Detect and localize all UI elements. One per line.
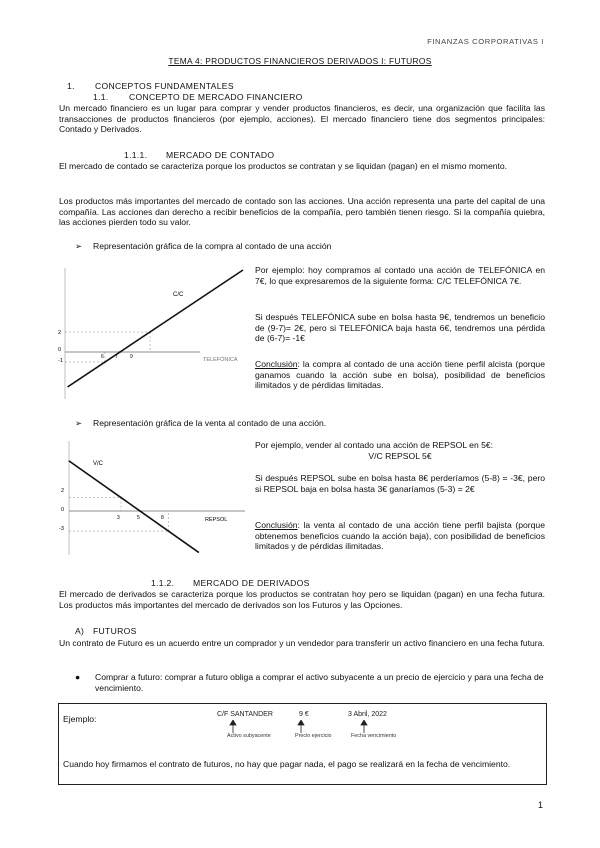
section-heading-futuros — [75, 626, 137, 637]
series-label: C/C — [173, 292, 184, 298]
y-tick-label: -1 — [58, 358, 63, 364]
example-box — [58, 703, 547, 785]
example-date: 3 Abril, 2022 — [348, 711, 387, 718]
paragraph-futuro: Un contrato de Futuro es un acuerdo entre un comprador y un vendedor para transferir un activo financiero en una fecha futura. — [59, 638, 545, 648]
conclusion-text: : la compra al contado de una acción tiene perfil alcista (porque ganamos cuando la acción sube en bolsa), posibilidad de beneficios ilimitados y de pérdidas limitadas. — [255, 359, 545, 391]
example-explanation: Cuando hoy firmamos el contrato de futuros, no hay que pagar nada, el pago se realizará en la fecha de vencimiento. — [63, 759, 511, 769]
series-label: V/C — [93, 461, 104, 467]
bullet-text: Representación gráfica de la compra al contado de una acción — [93, 241, 332, 251]
compra-result-paragraph: Si después TELEFÓNICA sube en bolsa hasta 9€, tendremos un beneficio de (9-7)= 2€, pero si TELEFÓNICA baja hasta 6€, tendremos una pérdida de (6-7)= -1€ — [255, 312, 545, 344]
paragraph-acciones: Los productos más importantes del mercado de contado son las acciones. Una acción representa una parte del capital de una compañía. Las acciones dan derecho a recibir beneficios de la compañía, pero también tienen riesgo. Si la compañía quiebra, las acciones pierden todo su valor. — [59, 196, 545, 228]
compra-example-paragraph: Por ejemplo: hoy compramos al contado una acción de TELEFÓNICA en 7€, lo que expresaremos de la siguiente forma: C/C TELEFÓNICA 7€. — [255, 265, 545, 286]
conclusion-label: Conclusión — [255, 520, 298, 530]
section-label: FUTUROS — [93, 626, 137, 636]
x-tick-label: 8 — [161, 515, 164, 521]
example-label: Ejemplo: — [63, 714, 97, 724]
page-title: TEMA 4: PRODUCTOS FINANCIEROS DERIVADOS I: FUTUROS — [168, 56, 432, 66]
section-number: 1.1.1. — [124, 150, 148, 160]
section-number: 1. — [67, 81, 75, 91]
x-tick-label: 5 — [137, 515, 140, 521]
y-tick-label: -3 — [59, 526, 64, 532]
paragraph-mercado-financiero: Un mercado financiero es un lugar para comprar y vender productos financieros, es decir, una organización que facilita las transacciones de productos financieros (por ejemplo, acciones). El mercado financiero tiene dos segmentos principales: Contado y Derivados. — [59, 103, 545, 135]
section-label: MERCADO DE DERIVADOS — [193, 578, 310, 588]
paragraph-derivados: El mercado de derivados se caracteriza porque los productos se contratan hoy pero se liquidan (pagan) en una fecha futura. Los productos más importantes del mercado de derivados son los Futuros y las Opciones. — [59, 589, 545, 610]
bullet-comprar-futuro — [75, 672, 545, 693]
x-tick-label: 9 — [130, 354, 133, 360]
bullet-text: Comprar a futuro: comprar a futuro obliga a comprar el activo subyacente a un precio de ejercicio y para una fecha de vencimiento. — [95, 672, 544, 693]
tag-activo-subyacente: Activo subyacente — [227, 733, 271, 739]
venta-example-line: Por ejemplo, vender al contado una acción de REPSOL en 5€: — [255, 440, 494, 450]
section-label: MERCADO DE CONTADO — [166, 150, 275, 160]
section-heading-1 — [67, 81, 234, 92]
y-tick-label: 2 — [58, 330, 62, 336]
x-tick-label: 7 — [115, 354, 118, 360]
section-label: CONCEPTO DE MERCADO FINANCIERO — [129, 92, 303, 102]
section-label: CONCEPTOS FUNDAMENTALES — [95, 81, 234, 91]
section-number: 1.1.2. — [151, 578, 175, 588]
conclusion-label: Conclusión — [255, 359, 298, 369]
arrow-bullet-icon: ➢ — [75, 241, 83, 251]
paragraph-contado: El mercado de contado se caracteriza porque los productos se contratan y se liquidan (pagan) en el mismo momento. — [59, 161, 508, 171]
x-tick-label: 6 — [101, 354, 104, 360]
tag-precio-ejercicio: Precio ejercicio — [295, 733, 332, 739]
x-axis-label: REPSOL — [205, 517, 228, 523]
tag-fecha-vencimiento: Fecha vencimiento — [351, 733, 397, 739]
y-tick-label: 2 — [61, 488, 65, 494]
example-contract: C/F SANTANDER — [217, 711, 273, 718]
compra-conclusion — [255, 359, 545, 391]
venta-example-contract: V/C REPSOL 5€ — [368, 450, 432, 461]
y-tick-label: 0 — [58, 347, 62, 353]
page-number: 1 — [537, 800, 543, 810]
payoff-line — [69, 461, 199, 553]
section-heading-1-1-2 — [151, 578, 310, 589]
section-number: 1.1. — [93, 92, 109, 102]
section-heading-1-1 — [93, 92, 303, 103]
venta-conclusion — [255, 520, 545, 552]
running-header: FINANZAS CORPORATIVAS I — [427, 37, 544, 46]
arrow-bullet-icon: ➢ — [75, 418, 83, 428]
venta-example-paragraph — [255, 440, 545, 461]
x-axis-label: TELEFÓNICA — [203, 357, 238, 363]
y-tick-label: 0 — [61, 507, 65, 513]
x-tick-label: 3 — [117, 515, 120, 521]
section-number: A) — [75, 626, 85, 636]
dot-bullet-icon: ● — [75, 672, 81, 682]
bullet-text: Representación gráfica de la venta al contado de una acción. — [93, 418, 327, 428]
chart-venta-contado — [55, 437, 250, 562]
bullet-venta-contado — [75, 418, 326, 429]
section-heading-1-1-1 — [124, 150, 274, 161]
bullet-compra-contado — [75, 241, 331, 252]
chart-compra-contado — [55, 262, 245, 402]
example-arrows — [209, 720, 409, 734]
venta-result-paragraph: Si después REPSOL sube en bolsa hasta 8€ perderíamos (5-8) = -3€, pero si REPSOL baja en bolsa hasta 3€ ganaríamos (5-3) = 2€ — [255, 473, 545, 494]
example-price: 9 € — [299, 711, 309, 718]
conclusion-text: : la venta al contado de una acción tiene perfil bajista (porque obtenemos beneficios cuando la acción baja), con posibilidad de beneficios limitados y de pérdidas ilimitadas. — [255, 520, 545, 552]
payoff-line — [68, 270, 244, 387]
